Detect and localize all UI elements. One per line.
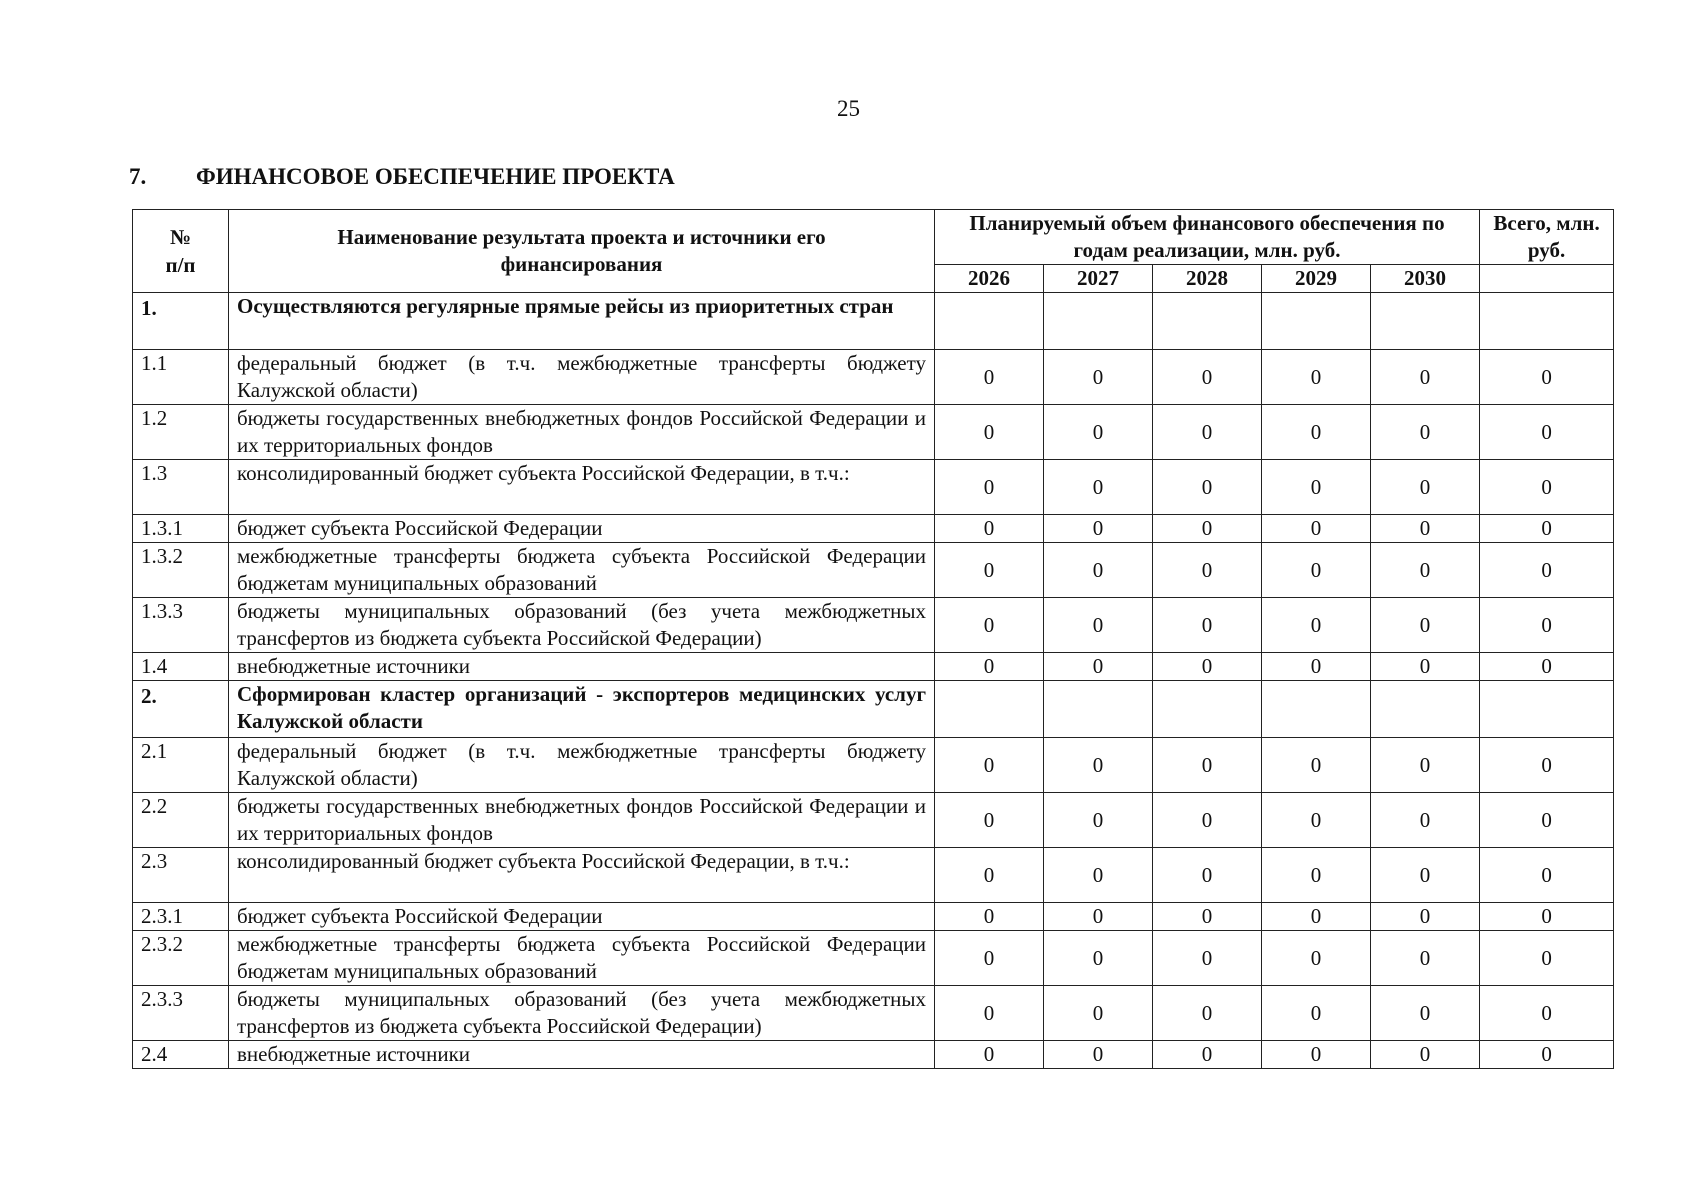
row-name: бюджеты государственных внебюджетных фондов Российской Федерации и их территориальных фондов xyxy=(229,793,935,848)
row-year-value: 0 xyxy=(935,405,1044,460)
header-planned: Планируемый объем финансового обеспечения по годам реализации, млн. руб. xyxy=(935,210,1480,265)
row-year-value: 0 xyxy=(1044,460,1153,515)
row-year-value: 0 xyxy=(1371,793,1480,848)
row-year-value: 0 xyxy=(1153,793,1262,848)
row-total-value: 0 xyxy=(1480,738,1614,793)
row-total-value: 0 xyxy=(1480,350,1614,405)
row-name: бюджеты муниципальных образований (без учета межбюджетных трансфертов из бюджета субъекта Российской Федерации) xyxy=(229,986,935,1041)
row-total-value: 0 xyxy=(1480,793,1614,848)
row-year-value: 0 xyxy=(1371,1041,1480,1069)
section-title: ФИНАНСОВОЕ ОБЕСПЕЧЕНИЕ ПРОЕКТА xyxy=(196,164,675,189)
row-number: 2. xyxy=(133,681,229,738)
row-total-value: 0 xyxy=(1480,903,1614,931)
row-year-value: 0 xyxy=(935,793,1044,848)
row-year-value: 0 xyxy=(1262,350,1371,405)
row-year-value: 0 xyxy=(1044,405,1153,460)
row-year-value: 0 xyxy=(1044,903,1153,931)
table-body xyxy=(133,293,1614,1069)
row-year-value: 0 xyxy=(1153,460,1262,515)
row-year-value: 0 xyxy=(1371,350,1480,405)
row-number: 1. xyxy=(133,293,229,350)
row-year-value xyxy=(935,681,1044,738)
row-number: 1.3.2 xyxy=(133,543,229,598)
row-year-value: 0 xyxy=(1371,903,1480,931)
row-year-value: 0 xyxy=(1153,515,1262,543)
header-year-2028: 2028 xyxy=(1153,265,1262,293)
row-number: 1.3.3 xyxy=(133,598,229,653)
table-row xyxy=(133,543,1614,598)
row-name: бюджет субъекта Российской Федерации xyxy=(229,903,935,931)
row-name: бюджеты государственных внебюджетных фондов Российской Федерации и их территориальных фондов xyxy=(229,405,935,460)
row-year-value: 0 xyxy=(1371,515,1480,543)
row-year-value: 0 xyxy=(1262,903,1371,931)
row-year-value: 0 xyxy=(1371,848,1480,903)
row-year-value: 0 xyxy=(1262,738,1371,793)
table-row xyxy=(133,903,1614,931)
row-year-value: 0 xyxy=(935,460,1044,515)
row-year-value: 0 xyxy=(1262,405,1371,460)
row-number: 2.3 xyxy=(133,848,229,903)
row-year-value: 0 xyxy=(1371,653,1480,681)
row-year-value: 0 xyxy=(935,738,1044,793)
row-number: 2.2 xyxy=(133,793,229,848)
table-row xyxy=(133,986,1614,1041)
table-row xyxy=(133,598,1614,653)
table-row xyxy=(133,931,1614,986)
row-year-value: 0 xyxy=(1153,598,1262,653)
row-name: внебюджетные источники xyxy=(229,653,935,681)
row-year-value: 0 xyxy=(1044,1041,1153,1069)
table-row xyxy=(133,848,1614,903)
row-year-value: 0 xyxy=(1044,653,1153,681)
row-year-value xyxy=(1153,293,1262,350)
row-total-value: 0 xyxy=(1480,405,1614,460)
table-group-row xyxy=(133,293,1614,350)
header-name: Наименование результата проекта и источники его финансирования xyxy=(229,210,935,293)
row-total-value xyxy=(1480,681,1614,738)
row-name: внебюджетные источники xyxy=(229,1041,935,1069)
header-number xyxy=(133,210,229,293)
table-row xyxy=(133,405,1614,460)
row-year-value: 0 xyxy=(1153,350,1262,405)
row-year-value: 0 xyxy=(1262,986,1371,1041)
row-total-value: 0 xyxy=(1480,653,1614,681)
row-name: Сформирован кластер организаций - экспортеров медицинских услуг Калужской области xyxy=(229,681,935,738)
row-year-value: 0 xyxy=(1262,793,1371,848)
header-total: Всего, млн. руб. xyxy=(1480,210,1614,265)
row-name: федеральный бюджет (в т.ч. межбюджетные трансферты бюджету Калужской области) xyxy=(229,738,935,793)
row-year-value: 0 xyxy=(1044,598,1153,653)
row-year-value: 0 xyxy=(1371,738,1480,793)
row-number: 1.4 xyxy=(133,653,229,681)
row-year-value: 0 xyxy=(1262,1041,1371,1069)
table-row xyxy=(133,1041,1614,1069)
row-total-value: 0 xyxy=(1480,1041,1614,1069)
page-number: 25 xyxy=(837,96,860,121)
row-year-value: 0 xyxy=(1044,848,1153,903)
row-year-value: 0 xyxy=(1262,543,1371,598)
row-number: 2.3.2 xyxy=(133,931,229,986)
row-total-value: 0 xyxy=(1480,515,1614,543)
row-number: 1.3.1 xyxy=(133,515,229,543)
row-total-value: 0 xyxy=(1480,931,1614,986)
table-row xyxy=(133,738,1614,793)
row-name: федеральный бюджет (в т.ч. межбюджетные трансферты бюджету Калужской области) xyxy=(229,350,935,405)
header-year-2030: 2030 xyxy=(1371,265,1480,293)
row-year-value: 0 xyxy=(1153,903,1262,931)
row-year-value: 0 xyxy=(1371,931,1480,986)
row-number: 2.3.3 xyxy=(133,986,229,1041)
row-year-value: 0 xyxy=(935,653,1044,681)
row-year-value: 0 xyxy=(1044,515,1153,543)
row-year-value: 0 xyxy=(1262,848,1371,903)
financing-table xyxy=(132,209,1614,1069)
row-total-value xyxy=(1480,293,1614,350)
row-year-value: 0 xyxy=(1153,653,1262,681)
row-year-value: 0 xyxy=(935,848,1044,903)
row-year-value xyxy=(935,293,1044,350)
row-year-value: 0 xyxy=(1044,793,1153,848)
row-year-value: 0 xyxy=(1153,1041,1262,1069)
row-total-value: 0 xyxy=(1480,598,1614,653)
row-total-value: 0 xyxy=(1480,543,1614,598)
table-row xyxy=(133,653,1614,681)
row-year-value: 0 xyxy=(935,515,1044,543)
table-group-row xyxy=(133,681,1614,738)
header-total-blank xyxy=(1480,265,1614,293)
row-year-value: 0 xyxy=(1044,738,1153,793)
header-number-line2: п/п xyxy=(165,253,196,277)
row-name: межбюджетные трансферты бюджета субъекта Российской Федерации бюджетам муниципальных образований xyxy=(229,931,935,986)
row-year-value: 0 xyxy=(1371,460,1480,515)
row-year-value: 0 xyxy=(1044,350,1153,405)
row-year-value: 0 xyxy=(1044,931,1153,986)
section-number: 7. xyxy=(129,164,147,189)
row-year-value: 0 xyxy=(935,1041,1044,1069)
table-row xyxy=(133,460,1614,515)
row-number: 2.1 xyxy=(133,738,229,793)
header-year-2029: 2029 xyxy=(1262,265,1371,293)
row-year-value: 0 xyxy=(935,931,1044,986)
row-year-value xyxy=(1044,293,1153,350)
table-row xyxy=(133,350,1614,405)
row-year-value: 0 xyxy=(935,986,1044,1041)
row-name: межбюджетные трансферты бюджета субъекта Российской Федерации бюджетам муниципальных образований xyxy=(229,543,935,598)
row-total-value: 0 xyxy=(1480,986,1614,1041)
row-year-value: 0 xyxy=(1044,543,1153,598)
row-year-value: 0 xyxy=(1153,986,1262,1041)
row-number: 1.2 xyxy=(133,405,229,460)
row-name: консолидированный бюджет субъекта Российской Федерации, в т.ч.: xyxy=(229,848,935,903)
row-number: 1.1 xyxy=(133,350,229,405)
row-year-value: 0 xyxy=(1262,515,1371,543)
row-year-value: 0 xyxy=(935,350,1044,405)
row-year-value xyxy=(1262,293,1371,350)
row-year-value: 0 xyxy=(1153,543,1262,598)
row-name: Осуществляются регулярные прямые рейсы из приоритетных стран xyxy=(229,293,935,350)
row-year-value xyxy=(1153,681,1262,738)
row-total-value: 0 xyxy=(1480,460,1614,515)
row-year-value: 0 xyxy=(1371,986,1480,1041)
table-header xyxy=(133,210,1614,293)
row-year-value: 0 xyxy=(935,543,1044,598)
row-year-value xyxy=(1371,681,1480,738)
row-name: консолидированный бюджет субъекта Российской Федерации, в т.ч.: xyxy=(229,460,935,515)
row-year-value: 0 xyxy=(1371,543,1480,598)
row-year-value xyxy=(1044,681,1153,738)
header-year-2026: 2026 xyxy=(935,265,1044,293)
row-year-value: 0 xyxy=(1262,598,1371,653)
row-year-value: 0 xyxy=(935,903,1044,931)
row-year-value: 0 xyxy=(1153,848,1262,903)
row-total-value: 0 xyxy=(1480,848,1614,903)
header-year-2027: 2027 xyxy=(1044,265,1153,293)
row-number: 2.4 xyxy=(133,1041,229,1069)
row-year-value: 0 xyxy=(1044,986,1153,1041)
row-year-value: 0 xyxy=(1153,738,1262,793)
row-name: бюджеты муниципальных образований (без учета межбюджетных трансфертов из бюджета субъекта Российской Федерации) xyxy=(229,598,935,653)
row-year-value: 0 xyxy=(1153,405,1262,460)
table-row xyxy=(133,515,1614,543)
row-year-value: 0 xyxy=(1262,653,1371,681)
row-year-value xyxy=(1262,681,1371,738)
row-name: бюджет субъекта Российской Федерации xyxy=(229,515,935,543)
row-year-value: 0 xyxy=(1153,931,1262,986)
table-row xyxy=(133,793,1614,848)
row-year-value: 0 xyxy=(1371,598,1480,653)
row-year-value: 0 xyxy=(1371,405,1480,460)
section-heading xyxy=(129,164,675,190)
row-number: 2.3.1 xyxy=(133,903,229,931)
row-year-value: 0 xyxy=(1262,460,1371,515)
header-number-line1: № xyxy=(169,225,192,249)
row-number: 1.3 xyxy=(133,460,229,515)
row-year-value: 0 xyxy=(1262,931,1371,986)
row-year-value xyxy=(1371,293,1480,350)
row-year-value: 0 xyxy=(935,598,1044,653)
